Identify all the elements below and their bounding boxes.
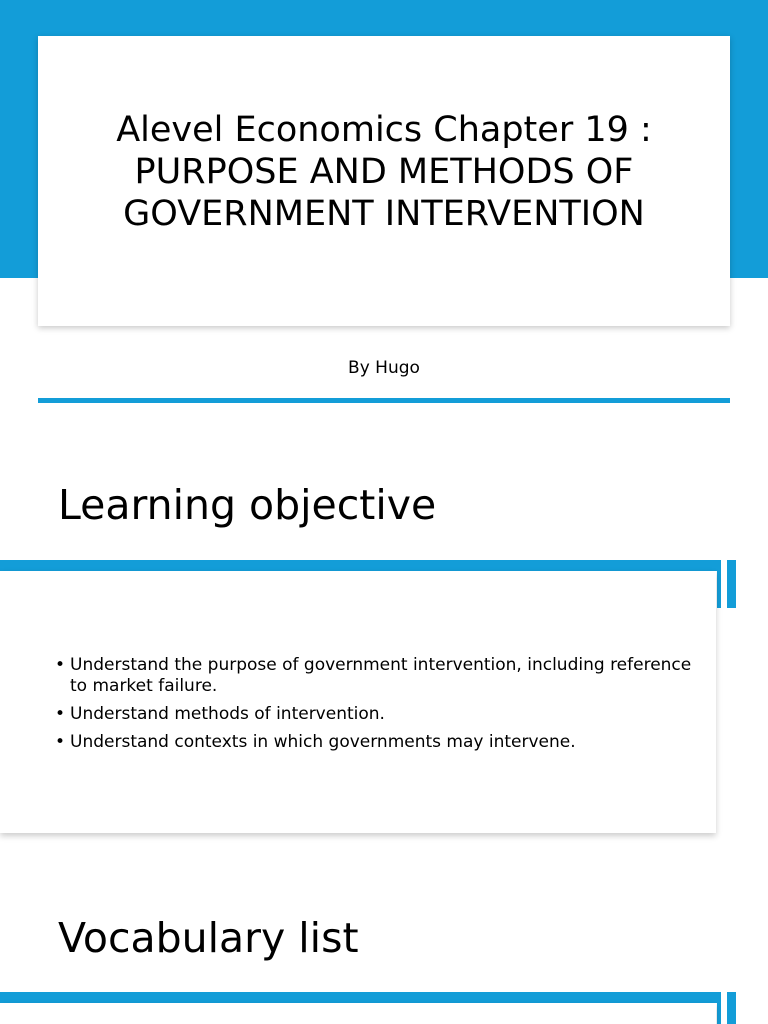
learning-objective-side-accent	[727, 560, 736, 608]
vocabulary-side-accent	[717, 992, 721, 1024]
learning-objective-heading: Learning objective	[58, 481, 437, 529]
vocabulary-accent-bar	[0, 992, 721, 1003]
vocabulary-heading: Vocabulary list	[58, 914, 359, 962]
vocabulary-side-accent	[727, 992, 736, 1024]
slide-title: Alevel Economics Chapter 19 : PURPOSE AND METHODS OF GOVERNMENT INTERVENTION	[116, 110, 652, 234]
objectives-list	[55, 655, 695, 760]
bullet: •	[55, 704, 66, 724]
slide-subtitle: By Hugo	[348, 358, 420, 378]
bullet: •	[55, 655, 66, 675]
objective-text: Understand the purpose of government intervention, including reference to market failure.	[70, 655, 692, 696]
title-card	[38, 36, 730, 326]
objective-text: Understand contexts in which governments may intervene.	[70, 732, 576, 752]
section-divider	[38, 398, 730, 403]
list-item	[55, 732, 695, 753]
list-item	[55, 704, 695, 725]
objective-text: Understand methods of intervention.	[70, 704, 385, 724]
bullet: •	[55, 732, 66, 752]
vocabulary-card	[0, 1003, 716, 1024]
learning-objective-side-accent	[717, 560, 721, 608]
list-item	[55, 655, 695, 697]
learning-objective-accent-bar	[0, 560, 721, 571]
learning-objective-card	[0, 571, 716, 833]
